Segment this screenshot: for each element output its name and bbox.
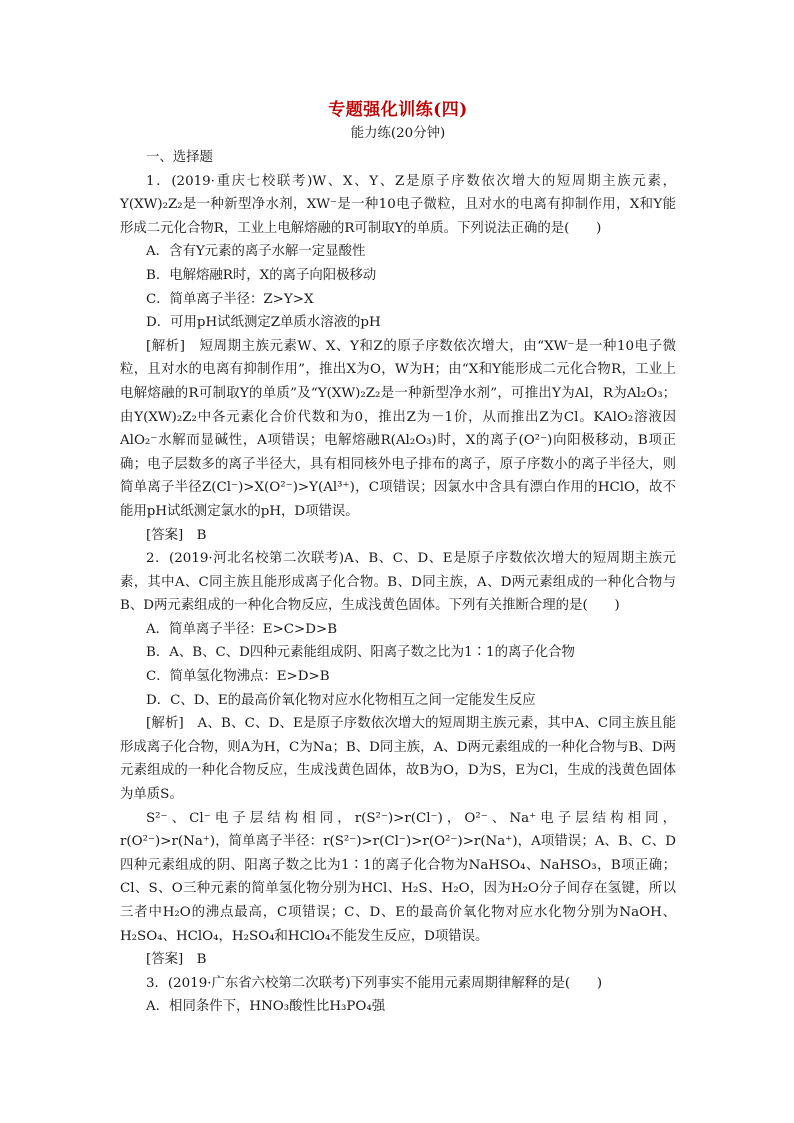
question-2-option-b: B．A、B、C、D四种元素能组成阴、阳离子数之比为1∶1的离子化合物 (146, 645, 575, 661)
question-2-answer (120, 948, 676, 972)
question-2-analysis (120, 712, 676, 806)
question-1-analysis (120, 335, 676, 524)
question-1-answer (120, 524, 676, 548)
analysis-tag: [解析] (146, 716, 184, 732)
question-2-option-a: A．简单离子半径：E>C>D>B (146, 621, 338, 637)
analysis-text: A、B、C、D、E是原子序数依次增大的短周期主族元素，其中A、C同主族且能形成离子化合物，则A为H，C为Na；B、D同主族，A、D两元素组成的一种化合物与B、D两元素组成的一种化合物反应，生成浅黄色固体，故B为O，D为S，E为Cl，生成的浅黄色固体为单质S。 (120, 716, 677, 803)
document-page (120, 98, 676, 1019)
answer-tag: [答案] (146, 527, 184, 543)
question-1-option-a: A．含有Y元素的离子水解一定显酸性 (146, 244, 366, 260)
question-2-option-c: C．简单氢化物沸点：E>D>B (146, 669, 330, 685)
analysis-tag: [解析] (146, 338, 186, 354)
question-1-option-c: C．简单离子半径：Z>Y>X (146, 291, 314, 307)
question-1-stem: 1．(2019·重庆七校联考)W、X、Y、Z是原子序数依次增大的短周期主族元素，Y(XW)₂Z₂是一种新型净水剂，XW⁻是一种10电子微粒，且对水的电离有抑制作用，X和Y能形成二元化合物R，工业上电解熔融的R可制取Y的单质。下列说法正确的是( ) (120, 173, 676, 236)
page-subtitle: 能力练(20分钟) (350, 126, 446, 141)
question-2-analysis-continued: S²⁻、Cl⁻电子层结构相同，r(S²⁻)>r(Cl⁻)，O²⁻、Na⁺电子层结构相同，r(O²⁻)>r(Na⁺)，简单离子半径：r(S²⁻)>r(Cl⁻)>r(O²⁻)>r(Na⁺)，A项错误；A、B、C、D四种元素组成的阴、阳离子数之比为1∶1的离子化合物为NaHSO₄、NaHSO₃，B项正确；Cl、S、O三种元素的简单氢化物分别为HCl、H₂S、H₂O，因为H₂O分子间存在氢键，所以三者中H₂O的沸点最高，C项错误；C、D、E的最高价氧化物对应水化物分别为NaOH、H₂SO₄、HClO₄，H₂SO₄和HClO₄不能发生反应，D项错误。 (120, 810, 676, 944)
answer-value: B (196, 527, 207, 543)
answer-value: B (196, 952, 207, 968)
page-title: 专题强化训练(四) (328, 100, 468, 120)
question-2-stem: 2．(2019·河北名校第二次联考)A、B、C、D、E是原子序数依次增大的短周期主族元素，其中A、C同主族且能形成离子化合物。B、D同主族，A、D两元素组成的一种化合物与B、D两元素组成的一种化合物反应，生成浅黄色固体。下列有关推断合理的是( ) (120, 551, 676, 614)
question-2-option-d: D．C、D、E的最高价氧化物对应水化物相互之间一定能发生反应 (146, 692, 536, 708)
section-heading: 一、选择题 (146, 150, 213, 165)
answer-tag: [答案] (146, 952, 184, 968)
analysis-text: 短周期主族元素W、X、Y和Z的原子序数依次增大，由“XW⁻是一种10电子微粒，且对水的电离有抑制作用”，推出X为O，W为H；由“X和Y能形成二元化合物R，工业上电解熔融的R可制取Y的单质”及“Y(XW)₂Z₂是一种新型净水剂”，可推出Y为Al，R为Al₂O₃；由Y(XW)₂Z₂中各元素化合价代数和为0，推出Z为－1价，从而推出Z为Cl。KAlO₂溶液因AlO₂⁻水解而显碱性，A项错误；电解熔融R(Al₂O₃)时，X的离子(O²⁻)向阳极移动，B项正确；电子层数多的离子半径大，具有相同核外电子排布的离子，原子序数小的离子半径大，则简单离子半径Z(Cl⁻)>X(O²⁻)>Y(Al³⁺)，C项错误；因氯水中含具有漂白作用的HClO，故不能用pH试纸测定氯水的pH，D项错误。 (120, 338, 677, 519)
question-1-option-d: D．可用pH试纸测定Z单质水溶液的pH (146, 315, 381, 331)
question-3-stem: 3．(2019·广东省六校第二次联考)下列事实不能用元素周期律解释的是( ) (146, 975, 603, 991)
question-3-option-a: A．相同条件下，HNO₃酸性比H₃PO₄强 (146, 999, 386, 1015)
question-1-option-b: B．电解熔融R时，X的离子向阳极移动 (146, 267, 377, 283)
